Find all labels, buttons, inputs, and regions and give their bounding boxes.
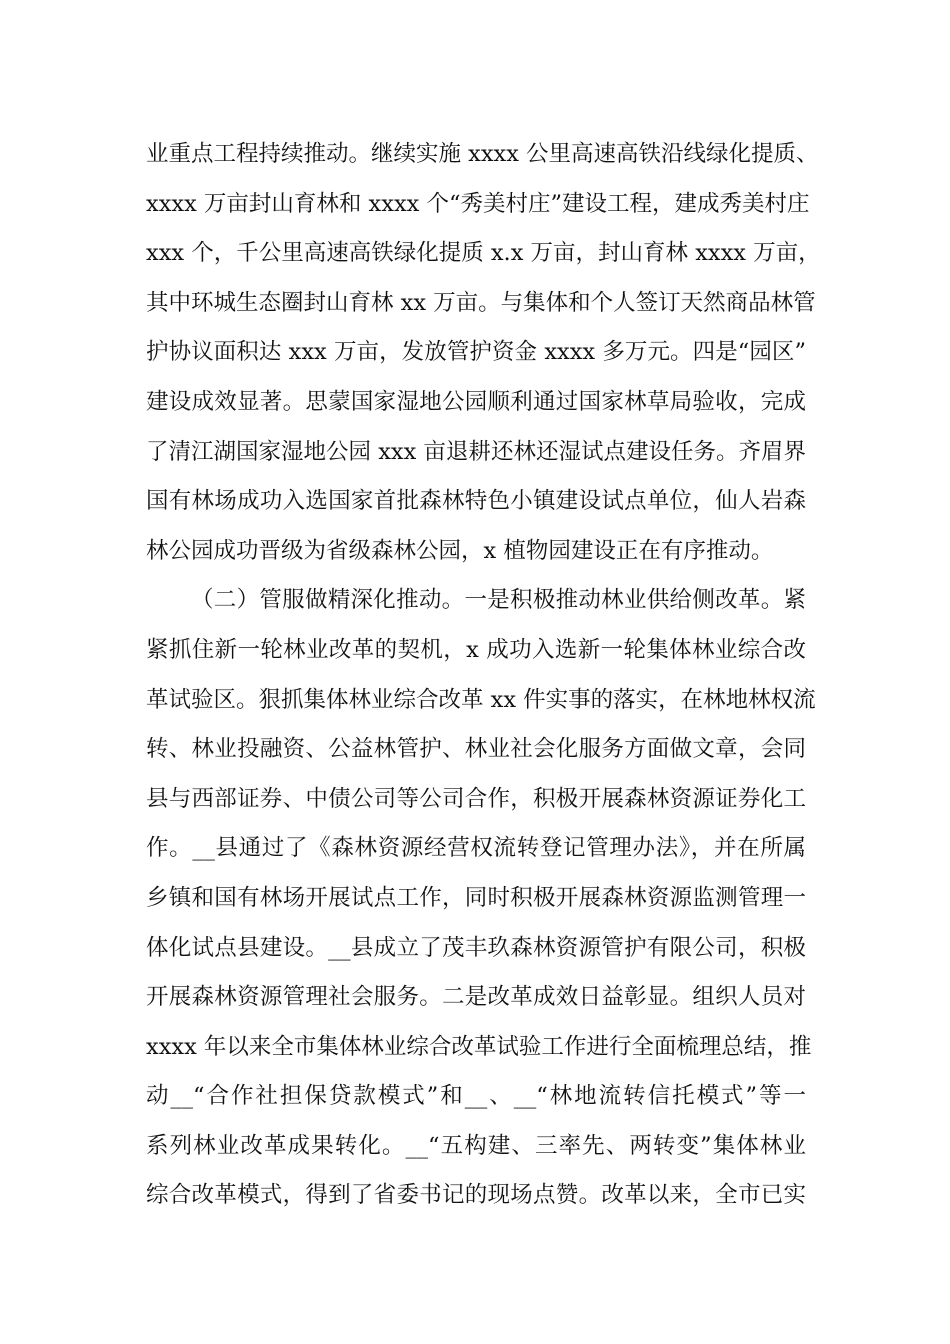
text-line-20: 动__“合作社担保贷款模式”和__、__“林地流转信托模式”等一 [146,1083,806,1110]
text-line-18: 开展森林资源管理社会服务。二是改革成效日益彰显。组织人员对 [146,984,806,1011]
text-line-2: xxxx 万亩封山育林和 xxxx 个“秀美村庄”建设工程，建成秀美村庄 [146,190,810,217]
text-line-11: 紧抓住新一轮林业改革的契机，x 成功入选新一轮集体林业综合改 [146,636,806,663]
text-line-5: 护协议面积达 xxx 万亩，发放管护资金 xxxx 多万元。四是“园区” [146,339,806,366]
text-line-9: 林公园成功晋级为省级森林公园，x 植物园建设正在有序推动。 [146,537,774,564]
text-line-15: 作。__县通过了《森林资源经营权流转登记管理办法》，并在所属 [146,835,806,862]
text-line-8: 国有林场成功入选国家首批森林特色小镇建设试点单位，仙人岩森 [146,488,806,515]
text-line-6: 建设成效显著。思蒙国家湿地公园顺利通过国家林草局验收，完成 [146,388,806,415]
text-line-17: 体化试点县建设。__县成立了茂丰玖森林资源管护有限公司，积极 [146,934,806,961]
text-line-10: （二）管服做精深化推动。一是积极推动林业供给侧改革。紧 [191,587,806,614]
text-line-22: 综合改革模式，得到了省委书记的现场点赞。改革以来，全市已实 [146,1182,806,1209]
text-line-12: 革试验区。狠抓集体林业综合改革 xx 件实事的落实，在林地林权流 [146,686,816,713]
text-line-7: 了清江湖国家湿地公园 xxx 亩退耕还林还湿试点建设任务。齐眉界 [146,438,806,465]
text-line-19: xxxx 年以来全市集体林业综合改革试验工作进行全面梳理总结，推 [146,1033,812,1060]
text-line-1: 业重点工程持续推动。继续实施 xxxx 公里高速高铁沿线绿化提质、 [146,141,819,167]
text-line-21: 系列林业改革成果转化。__“五构建、三率先、两转变”集体林业 [146,1132,806,1159]
text-line-13: 转、林业投融资、公益林管护、林业社会化服务方面做文章，会同 [146,736,806,763]
text-line-4: 其中环城生态圈封山育林 xx 万亩。与集体和个人签订天然商品林管 [146,289,816,316]
body-text [146,130,821,1221]
text-line-14: 县与西部证券、中债公司等公司合作，积极开展森林资源证券化工 [146,785,806,812]
text-line-3: xxx 个，千公里高速高铁绿化提质 x.x 万亩，封山育林 xxxx 万亩， [146,240,821,267]
text-line-16: 乡镇和国有林场开展试点工作，同时积极开展森林资源监测管理一 [146,884,806,911]
